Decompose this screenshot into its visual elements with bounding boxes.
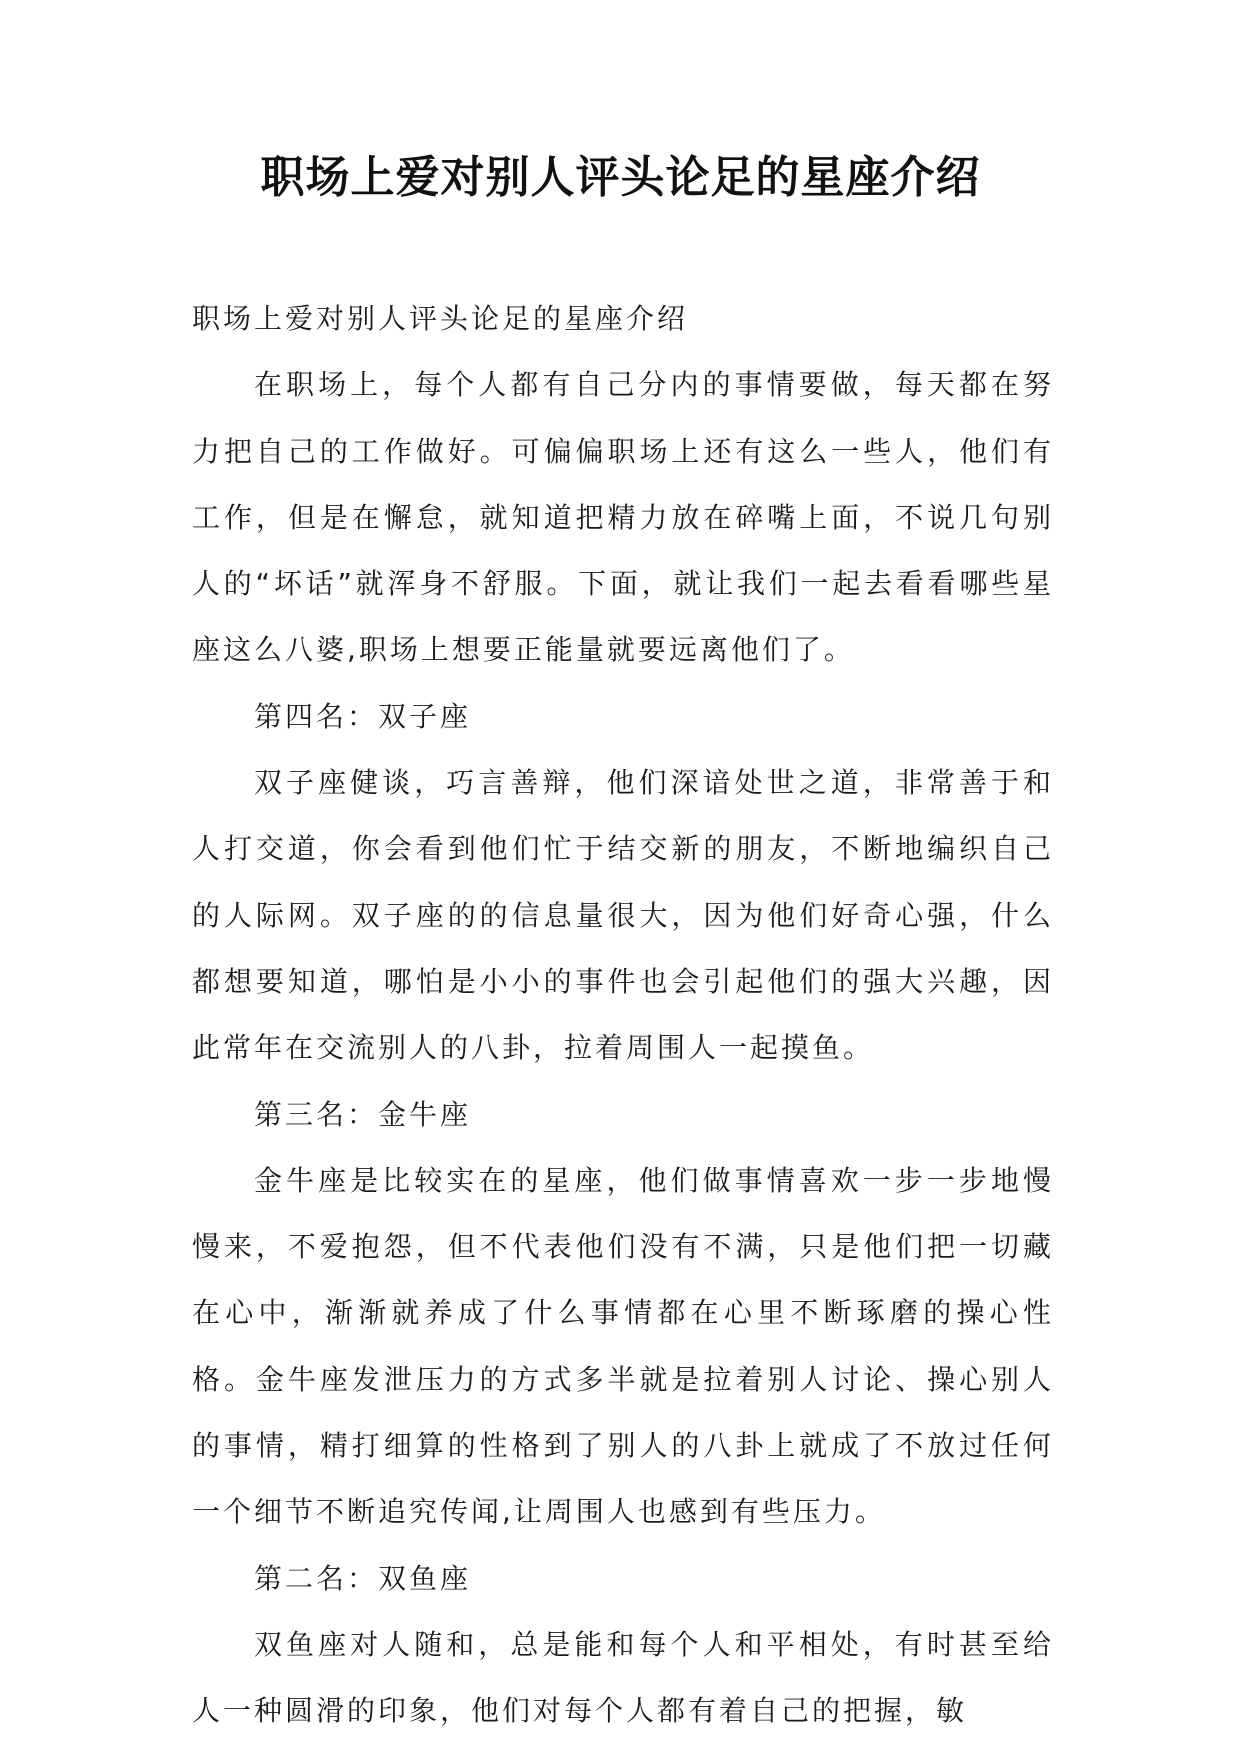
intro-paragraph: 在职场上，每个人都有自己分内的事情要做，每天都在努力把自己的工作做好。可偏偏职场上还有这么一些人，他们有工作，但是在懈怠，就知道把精力放在碎嘴上面，不说几句别人的“坏话”就浑身不舒服。下面，就让我们一起去看看哪些星座这么八婆,职场上想要正能量就要远离他们了。 [192, 368, 1054, 667]
document-subtitle: 职场上爱对别人评头论足的星座介绍 [192, 302, 689, 335]
taurus-paragraph: 金牛座是比较实在的星座，他们做事情喜欢一步一步地慢慢来，不爱抱怨，但不代表他们没有不满，只是他们把一切藏在心中，渐渐就养成了什么事情都在心里不断琢磨的操心性格。金牛座发泄压力的方式多半就是拉着别人讨论、操心别人的事情，精打细算的性格到了别人的八卦上就成了不放过任何一个细节不断追究传闻,让周围人也感到有些压力。 [192, 1163, 1054, 1529]
document-title: 职场上爱对别人评头论足的星座介绍 [260, 152, 981, 203]
rank-3-heading: 第三名：金牛座 [254, 1097, 472, 1131]
rank-4-heading: 第四名：双子座 [254, 699, 472, 733]
pisces-paragraph: 双鱼座对人随和，总是能和每个人和平相处，有时甚至给人一种圆滑的印象，他们对每个人都有着自己的把握，敏 [192, 1627, 1054, 1728]
gemini-paragraph: 双子座健谈，巧言善辩，他们深谙处世之道，非常善于和人打交道，你会看到他们忙于结交新的朋友，不断地编织自己的人际网。双子座的的信息量很大，因为他们好奇心强，什么都想要知道，哪怕是小小的事件也会引起他们的强大兴趣，因此常年在交流别人的八卦，拉着周围人一起摸鱼。 [192, 766, 1054, 1065]
document-body [192, 286, 1054, 1745]
rank-2-heading: 第二名：双鱼座 [254, 1561, 472, 1595]
